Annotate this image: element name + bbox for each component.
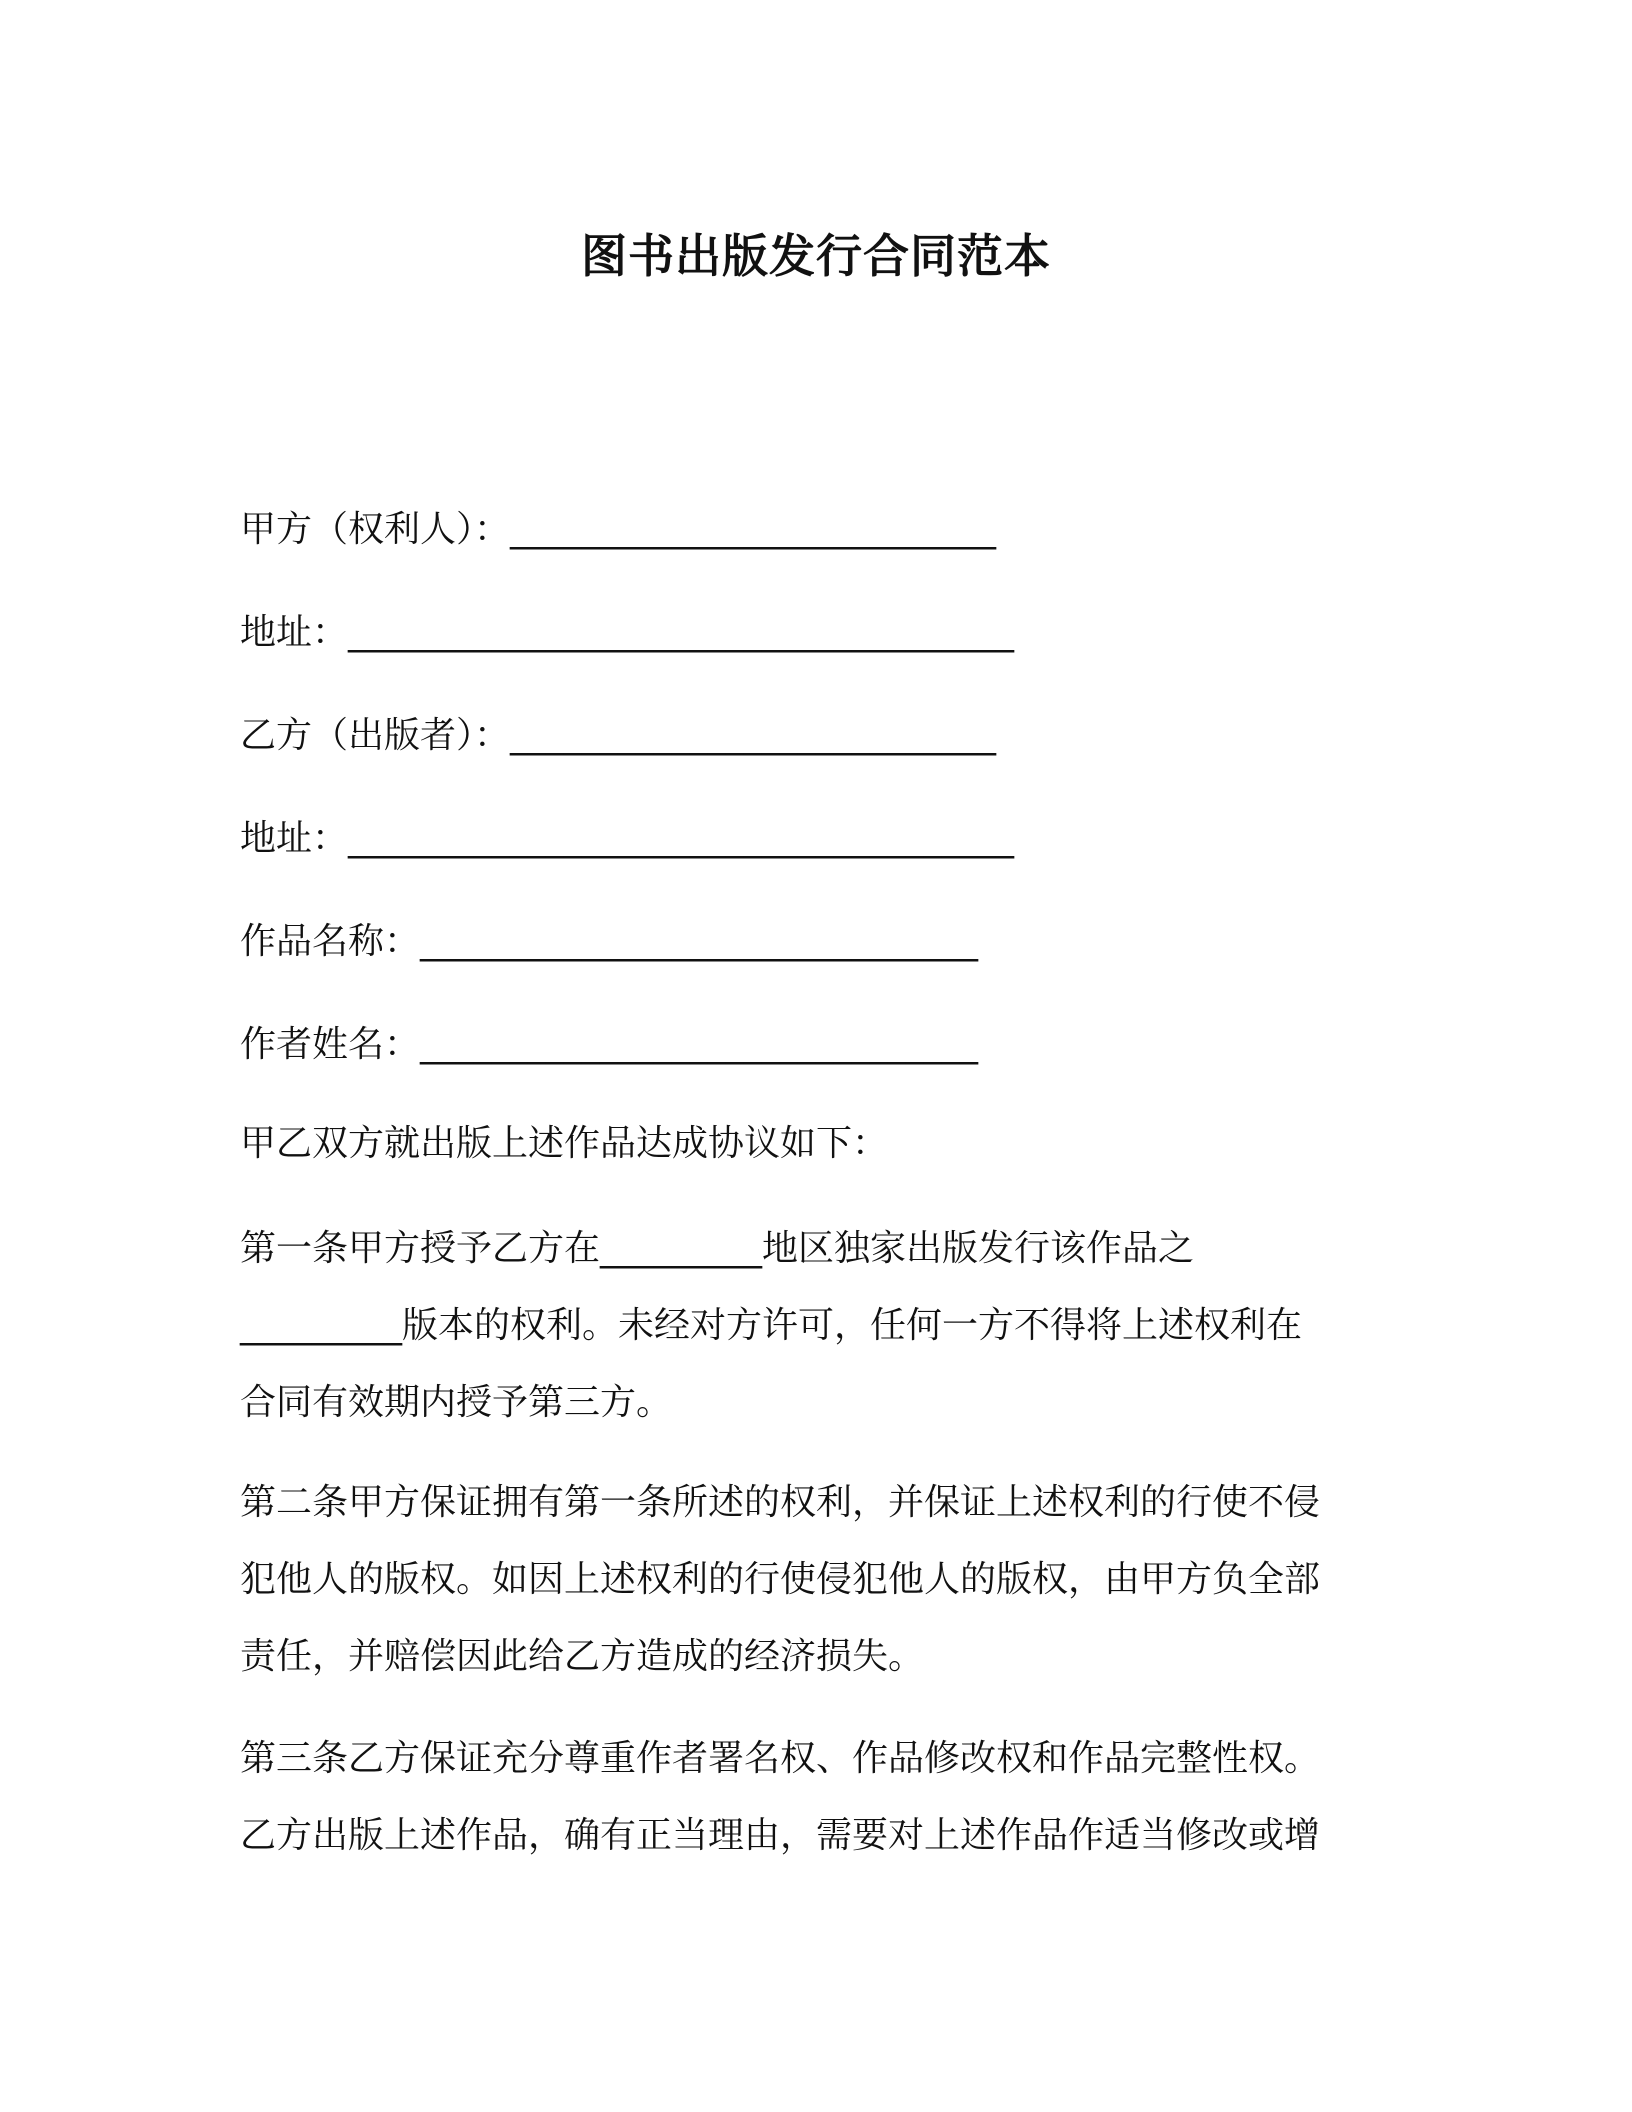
author-name-field: 作者姓名：_______________________________ (240, 1024, 979, 1065)
party-b-field: 乙方（出版者）：___________________________ (240, 715, 997, 756)
article-1-line: 第一条甲方授予乙方在_________地区独家出版发行该作品之 (240, 1228, 1195, 1269)
document-title: 图书出版发行合同范本 (581, 229, 1051, 283)
article-1 (240, 1210, 1370, 1441)
article-2-line: 第二条甲方保证拥有第一条所述的权利，并保证上述权利的行使不侵 (240, 1482, 1321, 1523)
article-1-line: _________版本的权利。未经对方许可，任何一方不得将上述权利在 (240, 1305, 1303, 1346)
article-3 (240, 1720, 1370, 1874)
article-3-line: 乙方出版上述作品，确有正当理由，需要对上述作品作适当修改或增 (240, 1815, 1321, 1856)
article-2 (240, 1464, 1370, 1695)
article-2-line: 责任，并赔偿因此给乙方造成的经济损失。 (240, 1636, 925, 1677)
address-a-field: 地址：_____________________________________ (240, 612, 1015, 653)
intro-paragraph: 甲乙双方就出版上述作品达成协议如下： (240, 1123, 889, 1164)
work-title-field: 作品名称：_______________________________ (240, 921, 979, 962)
address-b-field: 地址：_____________________________________ (240, 818, 1015, 859)
article-2-line: 犯他人的版权。如因上述权利的行使侵犯他人的版权，由甲方负全部 (240, 1559, 1321, 1600)
article-1-line: 合同有效期内授予第三方。 (240, 1382, 673, 1423)
article-3-line: 第三条乙方保证充分尊重作者署名权、作品修改权和作品完整性权。 (240, 1738, 1321, 1779)
party-a-field: 甲方（权利人）：___________________________ (240, 509, 997, 550)
